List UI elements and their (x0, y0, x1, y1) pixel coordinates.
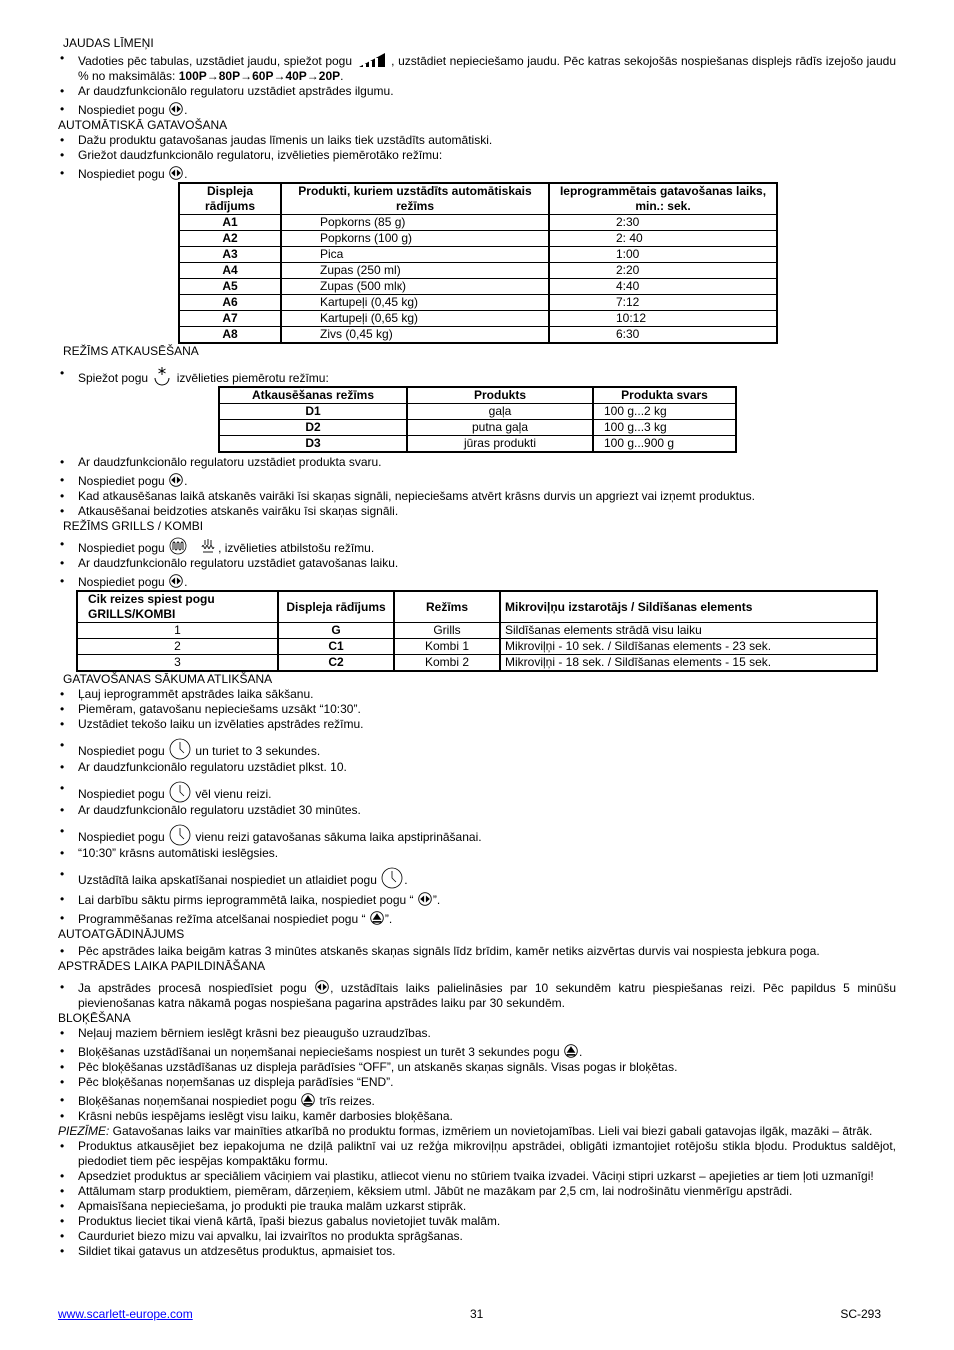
product-cell: putna gaļa (407, 420, 593, 436)
display-code: A5 (179, 279, 281, 295)
stop-icon (564, 1044, 578, 1058)
list-item: • Pēc bloķēšanas uzstādīšanas uz displeja parādīsies “OFF”, un atskanēs skaņas signāls. Visas pogas ir bloķētas. (58, 1060, 896, 1075)
defrost-mode-cell: D3 (219, 436, 407, 453)
clock-icon (169, 738, 191, 760)
table-header: Displeja rādījums (278, 591, 394, 623)
table-row (77, 623, 877, 639)
description-cell: Mikroviļņi - 10 sek. / Sildīšanas elements - 23 sek. (500, 639, 877, 655)
table-row (219, 404, 736, 420)
product-cell: Popkorns (85 g) (281, 215, 549, 231)
text: Nospiediet pogu (78, 830, 165, 844)
list-item: • Ar daudzfunkcionālo regulatoru uzstādiet gatavošanas laiku. (58, 556, 896, 571)
list-item: • Dažu produktu gatavošanas jaudas līmenis un laiks tiek uzstādīts automātiski. (58, 133, 896, 148)
table-header: Mikroviļņu izstarotājs / Sildīšanas elements (500, 591, 877, 623)
text: Nospiediet pogu (78, 541, 165, 555)
defrost-icon (152, 366, 172, 386)
display-code: A3 (179, 247, 281, 263)
text: Nospiediet pogu (78, 787, 165, 801)
text: , izvēlieties atbilstošu režīmu. (218, 541, 375, 555)
note-list (58, 1139, 896, 1259)
list-item: • Pēc bloķēšanas noņemšanas uz displeja parādīsies “END”. (58, 1075, 896, 1090)
product-cell: Zupas (500 mlк) (281, 279, 549, 295)
display-code: A4 (179, 263, 281, 279)
time-cell: 4:40 (549, 279, 777, 295)
defrost-mode-cell: D1 (219, 404, 407, 420)
page-number: 31 (470, 1307, 484, 1321)
display-code: C2 (278, 655, 394, 672)
text: ”. (432, 893, 441, 907)
text: Programmēšanas režīma atcelšanai nospiediet pogu “ (78, 912, 366, 926)
mode-cell: Kombi 1 (394, 639, 500, 655)
list-item: • Griežot daudzfunkcionālo regulatoru, izvēlieties piemērotāko režīmu: (58, 148, 896, 163)
defrost-mode-cell: D2 (219, 420, 407, 436)
power-level-icon (357, 51, 387, 67)
time-cell: 1:00 (549, 247, 777, 263)
section-heading-auto: AUTOMĀTISKĀ GATAVOŠANA (58, 118, 228, 132)
table-header: Režīms (394, 591, 500, 623)
section-heading-grill: REŽĪMS GRILLS / KOMBI (63, 519, 204, 533)
section-heading-reminder: AUTOATGĀDINĀJUMS (58, 927, 185, 941)
text: Bloķēšanas uzstādīšanai un noņemšanai nepieciešams nospiest un turēt 3 sekundes pogu (78, 1045, 560, 1059)
manual-page (58, 36, 896, 1259)
press-count-cell: 3 (77, 655, 278, 672)
list-item: • Caurduriet biezo mizu vai apvalku, lai izvairītos no produkta sprāgšanas. (58, 1229, 896, 1244)
note-paragraph (58, 1124, 896, 1139)
list-item (58, 366, 896, 386)
list-item (58, 980, 896, 1011)
text: Nospiediet pogu (78, 103, 165, 117)
mode-cell: Kombi 2 (394, 655, 500, 672)
grill-combi-table (76, 590, 878, 672)
list-item: • Piemēram, gatavošanu nepieciešams uzsākt “10:30”. (58, 702, 896, 717)
display-code: A7 (179, 311, 281, 327)
press-count-cell: 1 (77, 623, 278, 639)
list-item: • Produktus atkausējiet bez iepakojuma ne dziļā paliktnī vai uz režģa mikroviļņu apstrādei, obligāti izmantojiet rotējošu stikla bļodu. Produktus saldējot, piedodiet tiem pēc iespējas kompaktāku formu. (58, 1139, 896, 1169)
list-item (58, 1093, 896, 1109)
list-item (58, 911, 896, 927)
description-cell: Sildīšanas elements strādā visu laiku (500, 623, 877, 639)
list-item: • Kad atkausēšanas laikā atskanēs vairāki īsi skaņas signāli, nepieciešams atvērt krāsns durvis un apgriezt vai izņemt produktus. (58, 489, 896, 504)
start-icon (169, 166, 183, 180)
display-code: C1 (278, 639, 394, 655)
start-icon (169, 473, 183, 487)
list-item: • Attālumam starp produktiem, piemēram, dārzeņiem, kēksiem utml. Jābūt ne mazākam par 2,5 cm, lai nodrošinātu vienmērīgu apstrādi. (58, 1184, 896, 1199)
list-item: • Vadoties pēc tabulas, uzstādiet jaudu, spiežot pogu , uzstādiet nepieciešamo jaudu. Pēc katras sekojošās nospiešanas displejs rādīs izejošo jaudu % no maksimālās: 100P→80P→60P→40P→20P. (58, 51, 896, 84)
table-header: Produkta svars (593, 387, 736, 404)
combi-icon (199, 537, 217, 555)
note-text: Gatavošanas laiks var mainīties atkarībā no produktu formas, izmēriem un novietojamības. Lieli vai biezi gabali gatavojas ilgāk, mazāki – ātrāk. (109, 1124, 873, 1138)
table-row (179, 215, 777, 231)
text: izvēlieties piemērotu režīmu: (176, 371, 329, 385)
text: Lai darbību sāktu pirms ieprogrammētā laika, nospiediet pogu “ (78, 893, 414, 907)
text: ”. (384, 912, 393, 926)
list-item: • Apmaisīšana nepieciešama, jo produkti pie trauka malām uzkarst stiprāk. (58, 1199, 896, 1214)
press-count-cell: 2 (77, 639, 278, 655)
time-cell: 2: 40 (549, 231, 777, 247)
table-row (179, 231, 777, 247)
time-cell: 7:12 (549, 295, 777, 311)
section-heading-delay: GATAVOŠANAS SĀKUMA ATLIKŠANA (63, 672, 273, 686)
list-item: • Apsedziet produktus ar speciāliem vāciņiem vai plastiku, atliecot vienu no stūriem tvaika izvadei. Vāciņi stipri uzkarst – apejieties ar tiem ļoti uzmanīgi! (58, 1169, 896, 1184)
product-cell: Kartupeļi (0,65 kg) (281, 311, 549, 327)
text: Uzstādītā laika apskatīšanai nospiediet un atlaidiet pogu (78, 873, 377, 887)
text: trīs reizes. (319, 1094, 375, 1108)
list-item: • “10:30” krāsns automātiski ieslēgsies. (58, 846, 896, 861)
text: Ja apstrādes procesā nospiedīsiet pogu (78, 981, 307, 995)
display-code: A6 (179, 295, 281, 311)
list-item: • Ar daudzfunkcionālo regulatoru uzstādiet plkst. 10. (58, 760, 896, 775)
clock-icon (169, 824, 191, 846)
weight-cell: 100 g...2 kg (593, 404, 736, 420)
website-link[interactable]: www.scarlett-europe.com (58, 1307, 193, 1321)
text: Nospiediet pogu (78, 744, 165, 758)
defrost-table (218, 386, 737, 453)
grill-icon (169, 537, 187, 555)
table-row (179, 295, 777, 311)
time-cell: 10:12 (549, 311, 777, 327)
text: vienu reizi gatavošanas sākuma laika apstiprināšanai. (195, 830, 482, 844)
list-item (58, 781, 896, 803)
stop-icon (301, 1093, 315, 1107)
text: Spiežot pogu (78, 371, 149, 385)
time-cell: 2:30 (549, 215, 777, 231)
time-cell: 6:30 (549, 327, 777, 344)
section-heading-defrost: REŽĪMS ATKAUSĒŠANA (63, 344, 199, 358)
display-code: A1 (179, 215, 281, 231)
list-item (58, 738, 896, 760)
clock-icon (381, 867, 403, 889)
table-row (77, 639, 877, 655)
section-heading-power: JAUDAS LĪMEŅI (63, 36, 154, 50)
list-item: • Atkausēšanai beidzoties atskanēs vairāku īsi skaņas signāli. (58, 504, 896, 519)
text: Nospiediet pogu (78, 474, 165, 488)
list-item: • Sildiet tikai gatavus un atdzesētus produktus, apmaisiet tos. (58, 1244, 896, 1259)
product-cell: jūras produkti (407, 436, 593, 453)
text: vēl vienu reizi. (195, 787, 272, 801)
text: un turiet to 3 sekundes. (195, 744, 321, 758)
display-code: A2 (179, 231, 281, 247)
text: Vadoties pēc tabulas, uzstādiet jaudu, spiežot pogu (78, 54, 353, 68)
table-header: Atkausēšanas režīms (219, 387, 407, 404)
display-code: G (278, 623, 394, 639)
list-item: • Ar daudzfunkcionālo regulatoru uzstādiet 30 minūtes. (58, 803, 896, 818)
start-icon (169, 102, 183, 116)
display-code: A8 (179, 327, 281, 344)
list-item (58, 892, 896, 908)
list-item: • Nospiediet pogu . (58, 574, 896, 590)
text: Nospiediet pogu (78, 575, 165, 589)
note-label: PIEZĪME: (58, 1124, 110, 1138)
list-item: • Ar daudzfunkcionālo regulatoru uzstādiet apstrādes ilgumu. (58, 84, 896, 99)
description-cell: Mikroviļņi - 18 sek. / Sildīšanas elements - 15 sek. (500, 655, 877, 672)
clock-icon (169, 781, 191, 803)
text: Nospiediet pogu (78, 167, 165, 181)
table-row (179, 247, 777, 263)
stop-icon (370, 911, 384, 925)
table-row (179, 311, 777, 327)
start-icon (418, 892, 432, 906)
list-item: • Ar daudzfunkcionālo regulatoru uzstādiet produkta svaru. (58, 455, 896, 470)
list-item: • Uzstādiet tekošo laiku un izvēlaties apstrādes režīmu. (58, 717, 896, 732)
product-cell: Pica (281, 247, 549, 263)
list-item: • Krāsni nebūs iespējams ieslēgt visu laiku, kamēr darbosies bloķēšana. (58, 1109, 896, 1124)
table-row (179, 327, 777, 344)
list-item: • Uzstādītā laika apskatīšanai nospiediet un atlaidiet pogu . (58, 867, 896, 889)
product-cell: Zupas (250 ml) (281, 263, 549, 279)
table-header: Produkts (407, 387, 593, 404)
list-item (58, 537, 896, 556)
text: , uzstādiet nepieciešamo jaudu. Pēc katras sekojošās nospiešanas displejs rādīs izejošo jaudu % no maksimālās: (78, 54, 896, 83)
product-cell: Popkorns (100 g) (281, 231, 549, 247)
table-row (77, 655, 877, 672)
table-row (219, 420, 736, 436)
mode-cell: Grills (394, 623, 500, 639)
list-item: • Nospiediet pogu . (58, 102, 896, 118)
table-header: Displeja rādījums (179, 183, 281, 215)
section-heading-lock: BLOĶĒŠANA (58, 1011, 131, 1025)
list-item: • Bloķēšanas uzstādīšanai un noņemšanai nepieciešams nospiest un turēt 3 sekundes pogu . (58, 1044, 896, 1060)
list-item: • Ļauj ieprogrammēt apstrādes laika sākšanu. (58, 687, 896, 702)
weight-cell: 100 g...900 g (593, 436, 736, 453)
list-item: • Nospiediet pogu . (58, 166, 896, 182)
auto-cooking-table (178, 182, 778, 344)
start-icon (315, 980, 329, 994)
table-header: Produkti, kuriem uzstādīts automātiskais režīms (281, 183, 549, 215)
list-item: • Neļauj maziem bērniem ieslēgt krāsni bez pieaugušo uzraudzības. (58, 1026, 896, 1041)
start-icon (169, 574, 183, 588)
table-header: Ieprogrammētais gatavošanas laiks, min.: sek. (549, 183, 777, 215)
table-header: Cik reizes spiest pogu GRILLS/KOMBI (77, 591, 278, 623)
model-number: SC-293 (840, 1307, 881, 1321)
list-item: • Nospiediet pogu . (58, 473, 896, 489)
table-row (219, 436, 736, 453)
list-item: • Produktus lieciet tikai vienā kārtā, īpaši biezus gabalus novietojiet tuvāk malām. (58, 1214, 896, 1229)
product-cell: gaļa (407, 404, 593, 420)
text: , uzstādītais laiks palielināsies par 10 sekundēm katru piespiešanas reizi. Pēc papildus 5 minūšu pievienošanas katra nākamā pogas nospiešana pagarina apstrādes laiku par 30 sekundēm. (78, 981, 896, 1010)
weight-cell: 100 g...3 kg (593, 420, 736, 436)
time-cell: 2:20 (549, 263, 777, 279)
table-row (179, 279, 777, 295)
table-row (179, 263, 777, 279)
list-item: • Pēc apstrādes laika beigām katras 3 minūtes atskanēs skaņas signāls līdz brīdim, kamēr netiks aizvērtas durvis vai nospiesta jebkura poga. (58, 944, 896, 959)
list-item (58, 824, 896, 846)
section-heading-extend: APSTRĀDES LAIKA PAPILDINĀŠANA (58, 959, 266, 973)
product-cell: Zivs (0,45 kg) (281, 327, 549, 344)
power-sequence: 100P→80P→60P→40P→20P (178, 69, 341, 83)
text: Bloķēšanas noņemšanai nospiediet pogu (78, 1094, 297, 1108)
product-cell: Kartupeļi (0,45 kg) (281, 295, 549, 311)
